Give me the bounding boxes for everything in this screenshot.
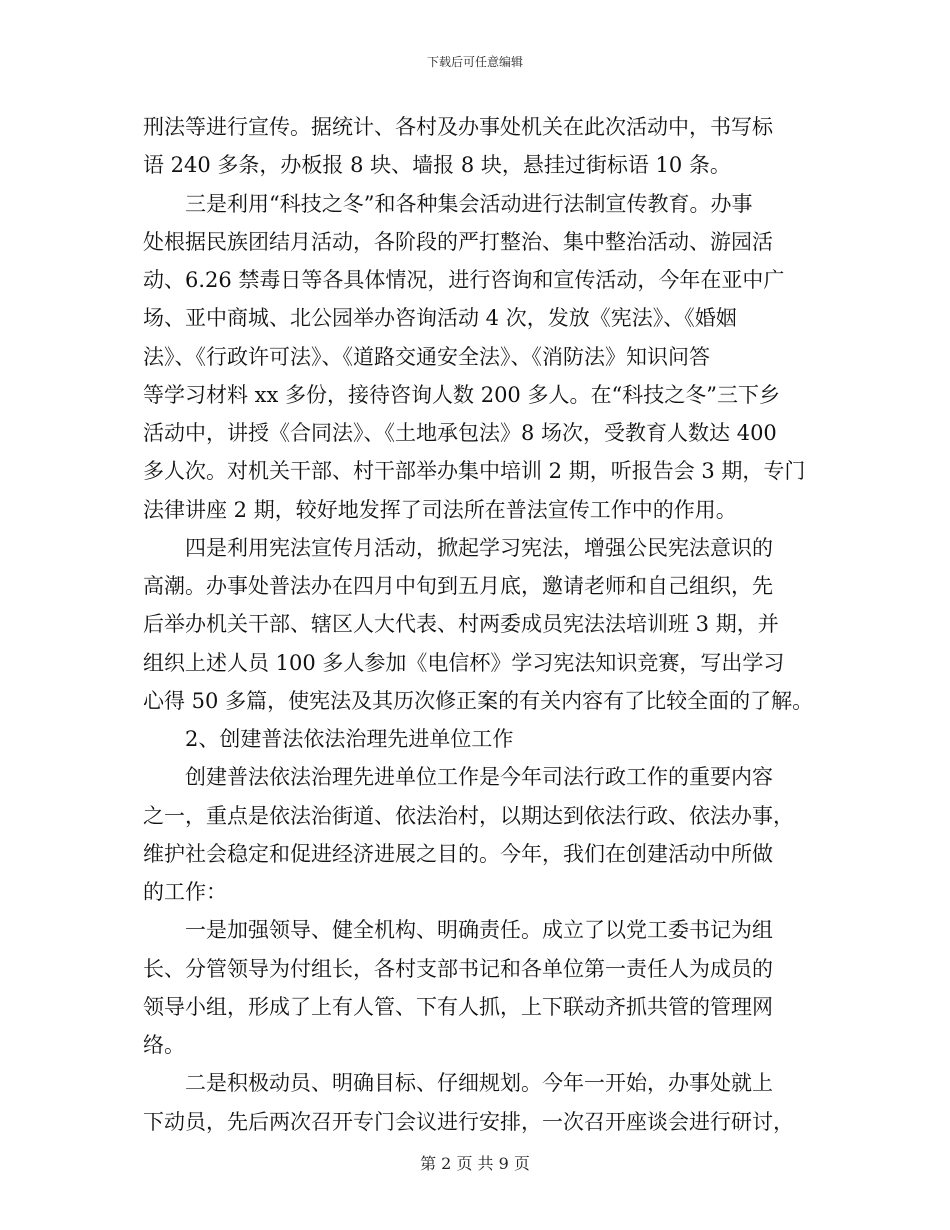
text-line: 组织上述人员 100 多人参加《电信杯》学习宪法知识竞赛，写出学习: [143, 650, 785, 675]
text-line: 动、6.26 禁毒日等各具体情况，进行咨询和宣传活动，今年在亚中广: [143, 268, 785, 292]
text-line: 的工作：: [143, 880, 227, 904]
document-body: [143, 108, 814, 1141]
text-line: 刑法等进行宣传。据统计、各村及办事处机关在此次活动中，书写标: [143, 115, 773, 139]
paragraph-start-line: 一是加强领导、健全机构、明确责任。成立了以党工委书记为组: [185, 918, 773, 943]
text-line: 长、分管领导为付组长，各村支部书记和各单位第一责任人为成员的: [143, 956, 773, 981]
paragraph-start-line: 创建普法依法治理先进单位工作是今年司法行政工作的重要内容: [185, 765, 773, 790]
paragraph-start-line: 三是利用“科技之冬”和各种集会活动进行法制宣传教育。办事: [185, 191, 753, 216]
text-line: 领导小组，形成了上有人管、下有人抓，上下联动齐抓共管的管理网: [143, 994, 773, 1019]
text-line: 下动员，先后两次召开专门会议进行安排，一次召开座谈会进行研讨，: [143, 1109, 794, 1134]
text-line: 等学习材料 xx 多份，接待咨询人数 200 多人。在“科技之冬”三下乡: [143, 382, 780, 407]
text-line: 法律讲座 2 期，较好地发挥了司法所在普法宣传工作中的作用。: [143, 497, 737, 522]
section-heading: 2、创建普法依法治理先进单位工作: [185, 727, 514, 751]
text-line: 之一，重点是依法治街道、依法治村，以期达到依法行政、依法办事，: [143, 803, 794, 828]
text-line: 多人次。对机关干部、村干部举办集中培训 2 期，听报告会 3 期，专门: [143, 459, 806, 484]
text-line: 语 240 多条，办板报 8 块、墙报 8 块，悬挂过街标语 10 条。: [143, 153, 731, 178]
text-line: 络。: [143, 1033, 185, 1057]
text-line: 法》、《行政许可法》、《道路交通安全法》、《消防法》知识问答: [143, 344, 710, 369]
text-line: 活动中，讲授《合同法》、《土地承包法》8 场次，受教育人数达 400: [143, 421, 777, 445]
text-line: 心得 50 多篇，使宪法及其历次修正案的有关内容有了比较全面的了解。: [143, 688, 814, 713]
page-header-note: 下载后可任意编辑: [426, 55, 523, 69]
text-line: 处根据民族团结月活动，各阶段的严打整治、集中整治活动、游园活: [143, 229, 773, 254]
text-line: 后举办机关干部、辖区人大代表、村两委成员宪法法培训班 3 期，并: [143, 612, 779, 637]
text-line: 维护社会稳定和促进经济进展之目的。今年，我们在创建活动中所做: [143, 841, 773, 866]
page-number-footer: 第 2 页 共 9 页: [420, 1154, 530, 1173]
text-line: 场、亚中商城、北公园举办咨询活动 4 次，发放《宪法》、《婚姻: [143, 306, 737, 331]
paragraph-start-line: 四是利用宪法宣传月活动，掀起学习宪法，增强公民宪法意识的: [185, 535, 773, 560]
text-line: 高潮。办事处普法办在四月中旬到五月底，邀请老师和自己组织，先: [143, 574, 773, 598]
paragraph-start-line: 二是积极动员、明确目标、仔细规划。今年一开始，办事处就上: [185, 1071, 773, 1096]
